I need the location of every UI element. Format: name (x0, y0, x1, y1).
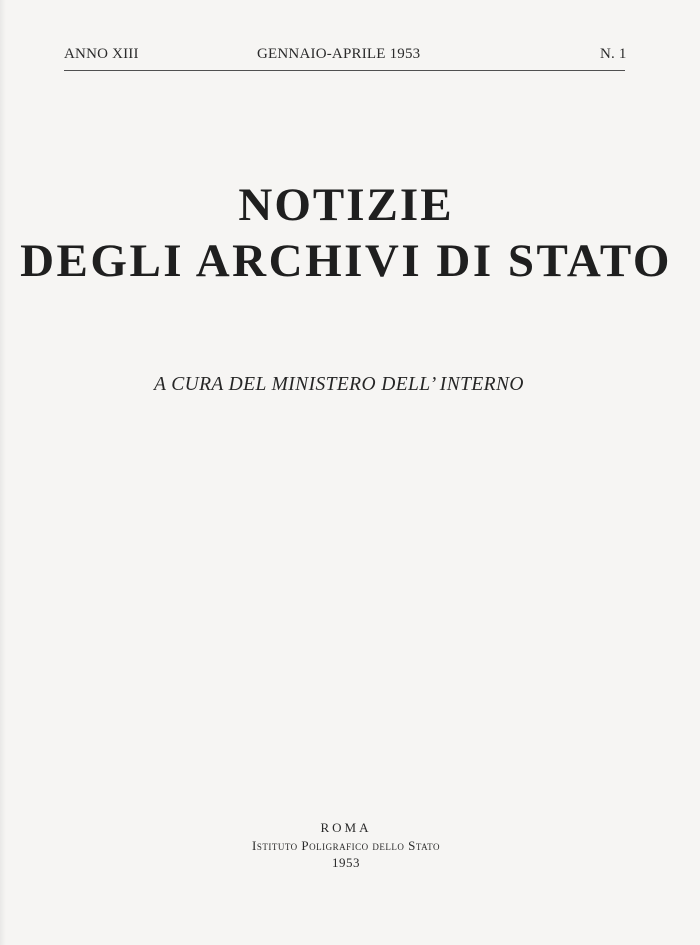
volume-label: ANNO XIII (64, 46, 139, 62)
header-rule (64, 70, 625, 71)
issue-period: GENNAIO-APRILE 1953 (257, 46, 421, 62)
page-edge-shadow (0, 0, 6, 945)
editor-credit: A CURA DEL MINISTERO DELL’ INTERNO (154, 374, 524, 395)
issue-number: N. 1 (600, 46, 627, 62)
imprint-year: 1953 (332, 855, 360, 870)
imprint-city: ROMA (320, 820, 372, 835)
journal-title-line-1: NOTIZIE (238, 179, 454, 231)
journal-title-line-2: DEGLI ARCHIVI DI STATO (20, 235, 672, 287)
imprint-publisher: Istituto Poligrafico dello Stato (252, 838, 440, 853)
